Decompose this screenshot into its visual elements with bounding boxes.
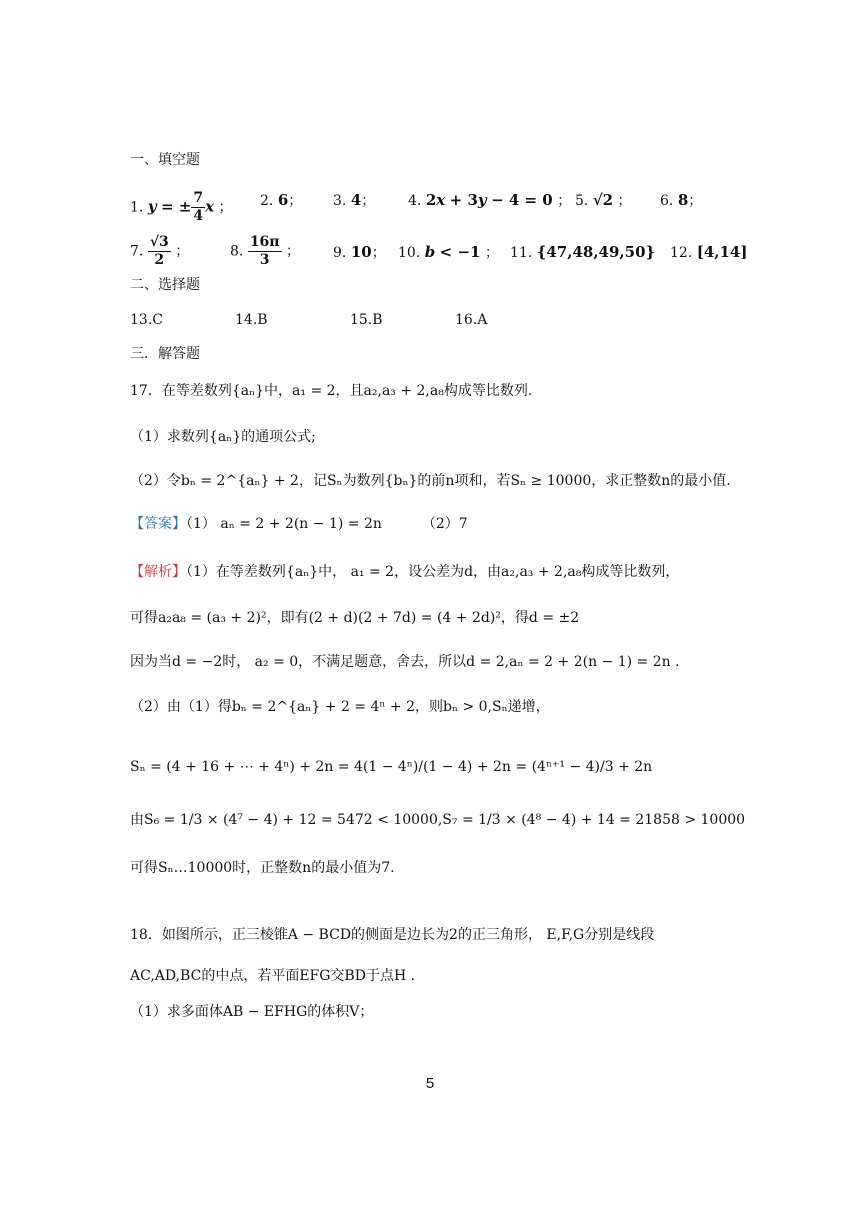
fill-answer-3: 3. 4； bbox=[333, 191, 376, 209]
q17-analysis-step-1: （1）在等差数列{aₙ}中， a₁ = 2，设公差为d，由a₂,a₃ + 2,a₈构成等比数列， bbox=[186, 564, 680, 580]
fill-answer-2: 2. 6； bbox=[260, 191, 303, 209]
section-answer-heading: 三．解答题 bbox=[130, 346, 200, 362]
choice-answer-16: 16.A bbox=[455, 312, 488, 328]
q17-answer-1: （1） aₙ = 2 + 2(n − 1) = 2n bbox=[186, 516, 382, 532]
q17-analysis-step-5: Sₙ = (4 + 16 + ⋯ + 4ⁿ) + 2n = 4(1 − 4ⁿ)/(1 − 4) + 2n = (4ⁿ⁺¹ − 4)/3 + 2n bbox=[130, 759, 653, 775]
q18-line-3: （1）求多面体AB − EFHG的体积V； bbox=[130, 1004, 374, 1020]
q17-answer-2: （2）7 bbox=[421, 516, 468, 532]
q17-analysis-step-7: 可得Sₙ…10000时，正整数n的最小值为7. bbox=[130, 860, 395, 876]
fill-answer-10: 10. b < −1 ； bbox=[398, 243, 499, 261]
q17-analysis-step-6: 由S₆ = 1/3 × (4⁷ − 4) + 12 = 5472 < 10000,S₇ = 1/3 × (4⁸ − 4) + 14 = 21858 > 10000 bbox=[130, 812, 746, 828]
q17-analysis-step-2: 可得a₂a₈ = (a₃ + 2)²，即有(2 + d)(2 + 7d) = (4 + 2d)²，得d = ±2 bbox=[130, 610, 580, 626]
answer-tag: 【答案】 bbox=[130, 516, 186, 532]
fill-answer-7: 7. $\frac{√3}{2}$ ； bbox=[130, 234, 190, 268]
q17-answer-line bbox=[130, 514, 468, 534]
section-choice-heading: 二、选择题 bbox=[130, 277, 200, 293]
q17-analysis-step-4: （2）由（1）得bₙ = 2^{aₙ} + 2 = 4ⁿ + 2，则bₙ > 0,Sₙ递增， bbox=[130, 699, 550, 715]
q17-analysis-step-3: 因为当d = −2时， a₂ = 0，不满足题意，舍去，所以d = 2,aₙ = 2 + 2(n − 1) = 2n . bbox=[130, 654, 680, 670]
q17-stem: 17．在等差数列{aₙ}中，a₁ = 2，且a₂,a₃ + 2,a₈构成等比数列. bbox=[130, 383, 533, 399]
choice-answer-13: 13.C bbox=[130, 312, 163, 328]
q18-line-2: AC,AD,BC的中点，若平面EFG交BD于点H . bbox=[130, 968, 416, 984]
section-fill-heading: 一、填空题 bbox=[130, 152, 200, 168]
fill-answer-8: 8. $\frac{16\pi}{3}$ ； bbox=[230, 234, 300, 268]
fill-answer-5: 5. √2 ； bbox=[575, 191, 632, 209]
fill-answer-11: 11. {47,48,49,50} bbox=[510, 243, 656, 261]
fill-answer-1: 1. y = ± $\frac{7}{4}$ x ； bbox=[130, 190, 233, 224]
fill-answer-12: 12. [4,14] bbox=[670, 243, 748, 261]
q17-part-1: （1）求数列{aₙ}的通项公式; bbox=[130, 429, 316, 445]
page-number: 5 bbox=[425, 1075, 435, 1092]
choice-answer-14: 14.B bbox=[235, 312, 268, 328]
q18-line-1: 18．如图所示，正三棱锥A − BCD的侧面是边长为2的正三角形， E,F,G分别是线段 bbox=[130, 927, 655, 943]
q17-part-2: （2）令bₙ = 2^{aₙ} + 2，记Sₙ为数列{bₙ}的前n项和，若Sₙ ≥ 10000，求正整数n的最小值. bbox=[130, 473, 731, 489]
fill-answer-6: 6. 8； bbox=[660, 191, 703, 209]
fill-answer-4: 4. 2x + 3y − 4 = 0 ； bbox=[408, 191, 572, 209]
choice-answer-15: 15.B bbox=[350, 312, 383, 328]
q17-analysis-line-1 bbox=[130, 562, 679, 582]
analysis-tag: 【解析】 bbox=[130, 564, 186, 580]
fill-answer-9: 9. 10； bbox=[333, 243, 386, 261]
